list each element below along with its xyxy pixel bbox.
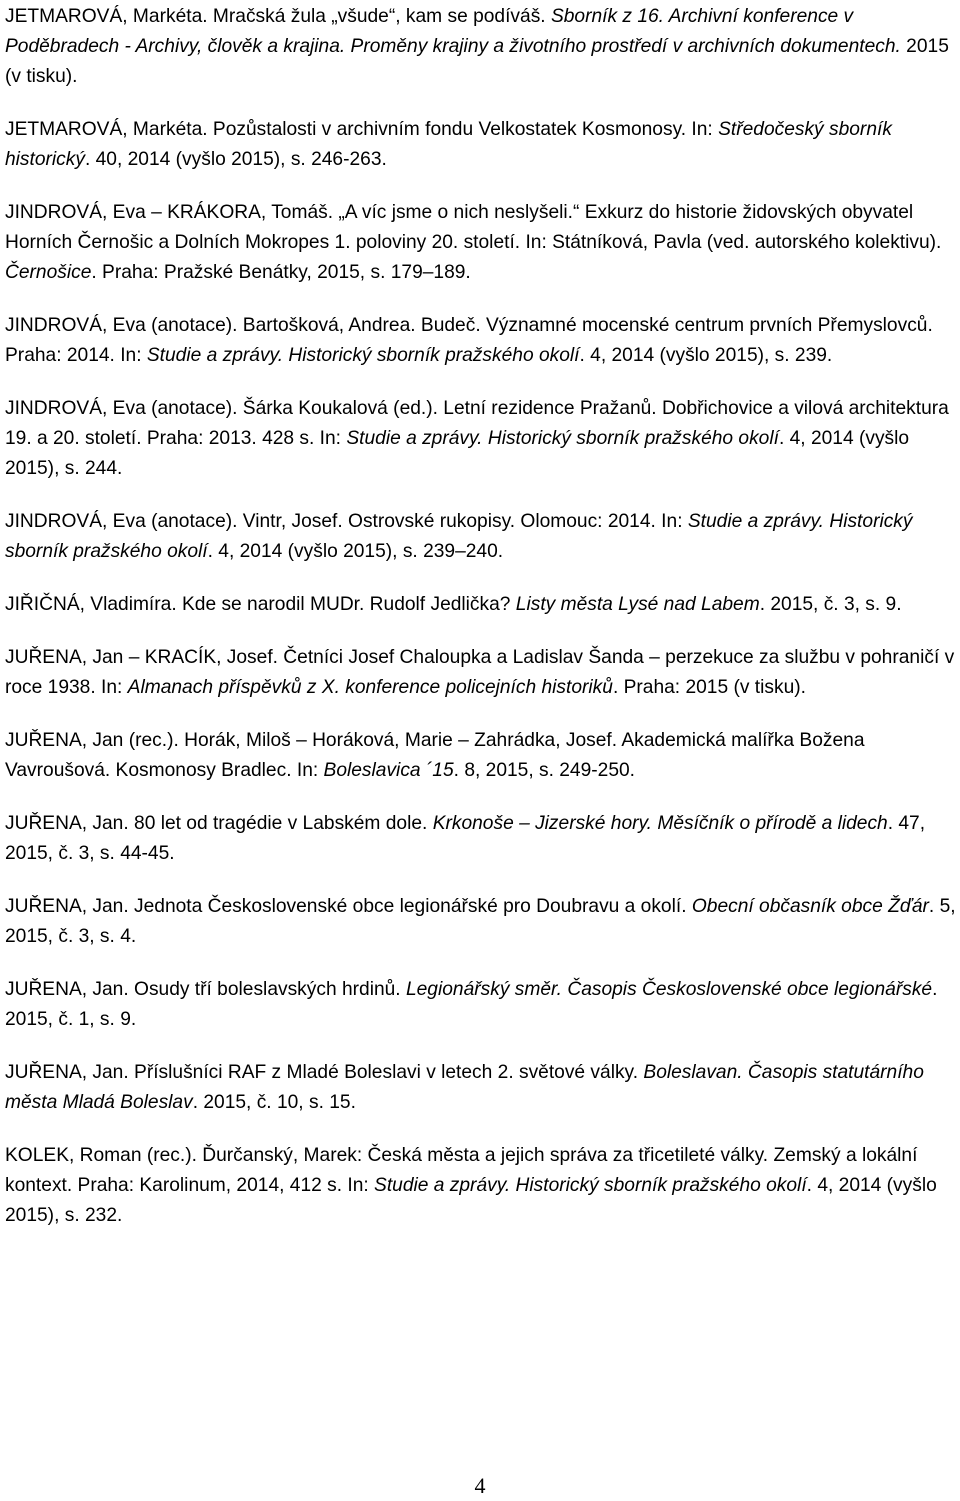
bibliography-entry [5, 198, 960, 288]
page-number: 4 [474, 1473, 486, 1498]
entry-text: JETMAROVÁ, Markéta. Pozůstalosti v archivním fondu Velkostatek Kosmonosy. In: [5, 119, 719, 140]
entry-text: KOLEK, Roman (rec.). Ďurčanský, Marek: Česká města a jejich správa za třicetileté války. Zemský a lokální kontext. Praha: Karolinum, 2014, 412 s. In: [5, 1145, 918, 1196]
bibliography-entry [5, 892, 960, 952]
entry-text: JINDROVÁ, Eva (anotace). Šárka Koukalová (ed.). Letní rezidence Pražanů. Dobřichovice a vilová architektura 19. a 20. století. Praha: 2013. 428 s. In: [5, 398, 949, 449]
entry-text: JUŘENA, Jan. 80 let od tragédie v Labském dole. [5, 813, 433, 834]
entry-text: JUŘENA, Jan. Jednota Československé obce legionářské pro Doubravu a okolí. [5, 896, 692, 917]
entry-text: . 4, 2014 (vyšlo 2015), s. 232. [5, 1175, 937, 1226]
entry-italic-text: Černošice [5, 262, 92, 283]
entry-italic-text: Boleslavica ´15 [323, 760, 454, 781]
entry-text: . Praha: 2015 (v tisku). [612, 677, 806, 698]
bibliography-entry [5, 1141, 960, 1231]
bibliography-entry [5, 643, 960, 703]
bibliography-page [5, 2, 960, 1254]
entry-italic-text: Studie a zprávy. Historický sborník pražského okolí [374, 1175, 807, 1196]
bibliography-entry [5, 507, 960, 567]
entry-text: JINDROVÁ, Eva – KRÁKORA, Tomáš. „A víc jsme o nich neslyšeli.“ Exkurz do historie židovských obyvatel Horních Černošic a Dolních Mokropes 1. poloviny 20. století. In: Státníková, Pavla (ved. autorského kolektivu). [5, 202, 942, 253]
entry-italic-text: Studie a zprávy. Historický sborník pražského okolí [5, 511, 913, 562]
entry-text: . Praha: Pražské Benátky, 2015, s. 179–189. [91, 262, 471, 283]
entry-italic-text: Středočeský sborník historický [5, 119, 892, 170]
entry-text: . 2015, č. 3, s. 9. [759, 594, 902, 615]
entry-italic-text: Listy města Lysé nad Labem [515, 594, 760, 615]
bibliography-entry [5, 394, 960, 484]
bibliography-list [5, 2, 960, 1231]
entry-text: . 4, 2014 (vyšlo 2015), s. 239. [579, 345, 833, 366]
entry-text: 2015 (v tisku). [5, 36, 949, 87]
bibliography-entry [5, 809, 960, 869]
entry-text: . 2015, č. 1, s. 9. [5, 979, 938, 1030]
entry-text: . 5, 2015, č. 3, s. 4. [5, 896, 956, 947]
entry-italic-text: Studie a zprávy. Historický sborník pražského okolí [346, 428, 779, 449]
bibliography-entry [5, 1058, 960, 1118]
bibliography-entry [5, 311, 960, 371]
entry-text: . 8, 2015, s. 249-250. [453, 760, 636, 781]
bibliography-entry [5, 2, 960, 92]
entry-text: . 2015, č. 10, s. 15. [192, 1092, 356, 1113]
entry-text: . 4, 2014 (vyšlo 2015), s. 239–240. [207, 541, 504, 562]
entry-italic-text: Almanach příspěvků z X. konference policejních historiků [127, 677, 613, 698]
entry-text: JUŘENA, Jan – KRACÍK, Josef. Četníci Josef Chaloupka a Ladislav Šanda – perzekuce za službu v pohraničí v roce 1938. In: [5, 647, 955, 698]
bibliography-entry [5, 590, 960, 620]
entry-text: JUŘENA, Jan. Osudy tří boleslavských hrdinů. [5, 979, 406, 1000]
entry-italic-text: Sborník z 16. Archivní konference v Poděbradech - Archivy, člověk a krajina. Proměny krajiny a životního prostředí v archivních dokumentech. [5, 6, 901, 57]
entry-text: JUŘENA, Jan. Příslušníci RAF z Mladé Boleslavi v letech 2. světové války. [5, 1062, 644, 1083]
entry-text: . 40, 2014 (vyšlo 2015), s. 246-263. [84, 149, 387, 170]
entry-text: JINDROVÁ, Eva (anotace). Bartošková, Andrea. Budeč. Významné mocenské centrum prvních Přemyslovců. Praha: 2014. In: [5, 315, 933, 366]
bibliography-entry [5, 726, 960, 786]
entry-italic-text: Legionářský směr. Časopis Československé obce legionářské [405, 979, 933, 1000]
entry-italic-text: Krkonoše – Jizerské hory. Měsíčník o přírodě a lidech [432, 813, 888, 834]
entry-text: JIŘIČNÁ, Vladimíra. Kde se narodil MUDr. Rudolf Jedlička? [5, 594, 516, 615]
entry-text: . 47, 2015, č. 3, s. 44-45. [5, 813, 926, 864]
entry-italic-text: Boleslavan. Časopis statutárního města Mladá Boleslav [5, 1062, 924, 1113]
entry-text: JUŘENA, Jan (rec.). Horák, Miloš – Horáková, Marie – Zahrádka, Josef. Akademická malířka Božena Vavroušová. Kosmonosy Bradlec. In: [5, 730, 865, 781]
entry-text: JINDROVÁ, Eva (anotace). Vintr, Josef. Ostrovské rukopisy. Olomouc: 2014. In: [5, 511, 688, 532]
bibliography-entry [5, 975, 960, 1035]
entry-text: . 4, 2014 (vyšlo 2015), s. 244. [5, 428, 910, 479]
entry-italic-text: Studie a zprávy. Historický sborník pražského okolí [146, 345, 580, 366]
entry-text: JETMAROVÁ, Markéta. Mračská žula „všude“, kam se podíváš. [5, 6, 551, 27]
bibliography-entry [5, 115, 960, 175]
entry-italic-text: Obecní občasník obce Žďár [691, 896, 929, 917]
